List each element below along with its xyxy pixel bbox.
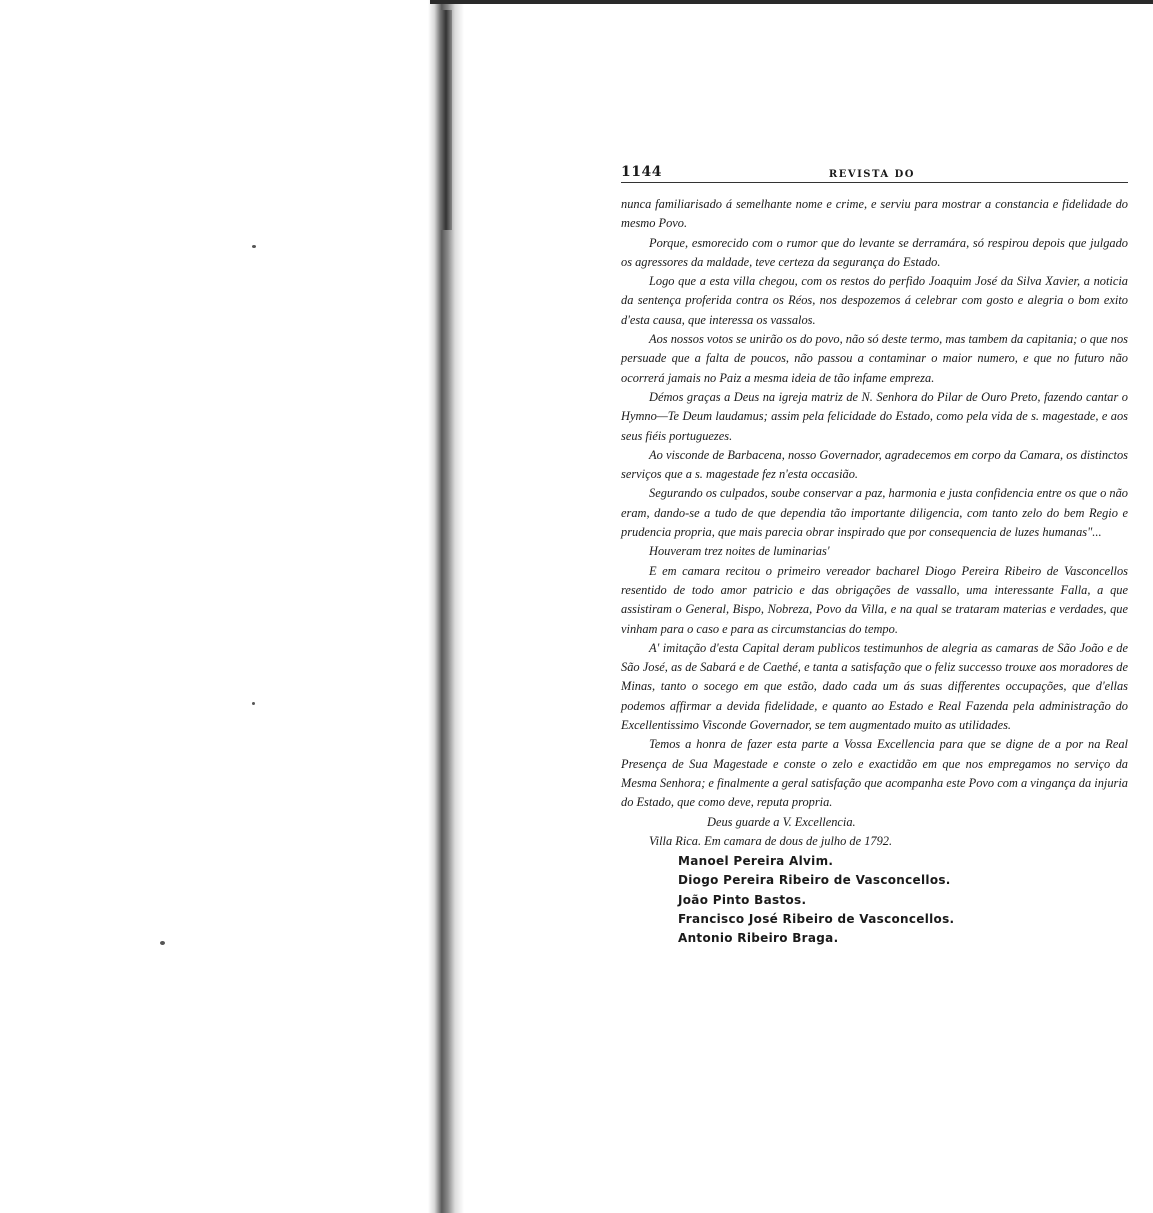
- signature-list: [621, 852, 1128, 948]
- signature: Manoel Pereira Alvim.: [678, 854, 834, 869]
- scan-speck: [252, 245, 256, 248]
- closing-greeting: Deus guarde a V. Excellencia.: [707, 814, 856, 829]
- paragraph: Ao visconde de Barbacena, nosso Governador, agradecemos em corpo da Camara, os distinctos serviços que a s. magestade fez n'esta occasião.: [621, 447, 1128, 482]
- paragraph: A' imitação d'esta Capital deram publicos testimunhos de alegria as camaras de São João e de São José, as de Sabará e de Caethé, e tanta a satisfação que o feliz successo trouxe aos moradores de Minas, tanto o socego em que estão, dado cada um ás suas differentes occupações, que d'ellas podemos affirmar a devida fidelidade, e quanto ao Estado e Real Fazenda pela administração do Excellentissimo Visconde Governador, se tem augmentado muito as utilidades.: [621, 640, 1128, 733]
- page-top-edge: [430, 0, 1153, 4]
- place-date: Villa Rica. Em camara de dous de julho de 1792.: [649, 833, 893, 848]
- signature: João Pinto Bastos.: [678, 892, 807, 907]
- signature: Antonio Ribeiro Braga.: [678, 931, 839, 946]
- signature: Diogo Pereira Ribeiro de Vasconcellos.: [678, 873, 951, 888]
- letter-closing: [621, 813, 1128, 852]
- scan-speck: [252, 702, 255, 705]
- paragraph: Temos a honra de fazer esta parte a Vossa Excellencia para que se digne de a por na Real Presença de Sua Magestade e conste o zelo e exactidão em que nos empregamos no serviço da Mesma Senhora; e finalmente a geral satisfação que acompanha este Povo com a vingança da injuria do Estado, que como deve, reputa propria.: [621, 737, 1128, 810]
- body-text: [621, 195, 1128, 813]
- paragraph: Porque, esmorecido com o rumor que do levante se derramára, só respirou depois que julgado os agressores da maldade, teve certeza da segurança do Estado.: [621, 235, 1128, 269]
- page-header: [621, 160, 1128, 183]
- paragraph: Logo que a esta villa chegou, com os restos do perfido Joaquim José da Silva Xavier, a noticia da sentença proferida contra os Réos, nos despozemos á celebrar com gosto e alegria o bom exito d'esta causa, que interessa os vassalos.: [621, 274, 1128, 327]
- paragraph: Aos nossos votos se unirão os do povo, não só deste termo, mas tambem da capitania; o que nos persuade que a falta de poucos, não passou a contaminar o maior numero, e que no futuro não ocorrerá jamais no Paiz a mesma ideia de tão infame empreza.: [621, 332, 1128, 385]
- document-page: [621, 160, 1128, 949]
- running-title: REVISTA DO: [828, 169, 915, 180]
- paragraph: Démos graças a Deus na igreja matriz de N. Senhora do Pilar de Ouro Preto, fazendo cantar o Hymno—Te Deum laudamus; assim pela felicidade do Estado, como pela vida de s. magestade, e aos seus fiéis portuguezes.: [621, 389, 1128, 443]
- paragraph: Segurando os culpados, soube conservar a paz, harmonia e justa confidencia entre os que o não eram, dando-se a tudo de que dependia tão importante diligencia, com tanto zelo do bem Regio e prudencia propria, que mais parecia obrar inspirado que por consequencia de luzes humanas"...: [621, 486, 1128, 540]
- paragraph: nunca familiarisado á semelhante nome e crime, e serviu para mostrar a constancia e fidelidade do mesmo Povo.: [621, 197, 1128, 231]
- scan-speck: [160, 941, 165, 945]
- paragraph: E em camara recitou o primeiro vereador bacharel Diogo Pereira Ribeiro de Vasconcellos resentido de todo amor patricio e das obrigações de vassallo, uma interessante Falla, a que assistiram o General, Bispo, Nobreza, Povo da Villa, e na qual se trataram materias e verdades, que vinham para o caso e para as circumstancias do tempo.: [621, 563, 1128, 636]
- paragraph: Houveram trez noites de luminarias': [649, 544, 830, 559]
- page-number: 1144: [621, 164, 662, 180]
- binding-fold: [440, 10, 452, 230]
- signature: Francisco José Ribeiro de Vasconcellos.: [678, 911, 955, 926]
- blank-left-page: [0, 0, 430, 1213]
